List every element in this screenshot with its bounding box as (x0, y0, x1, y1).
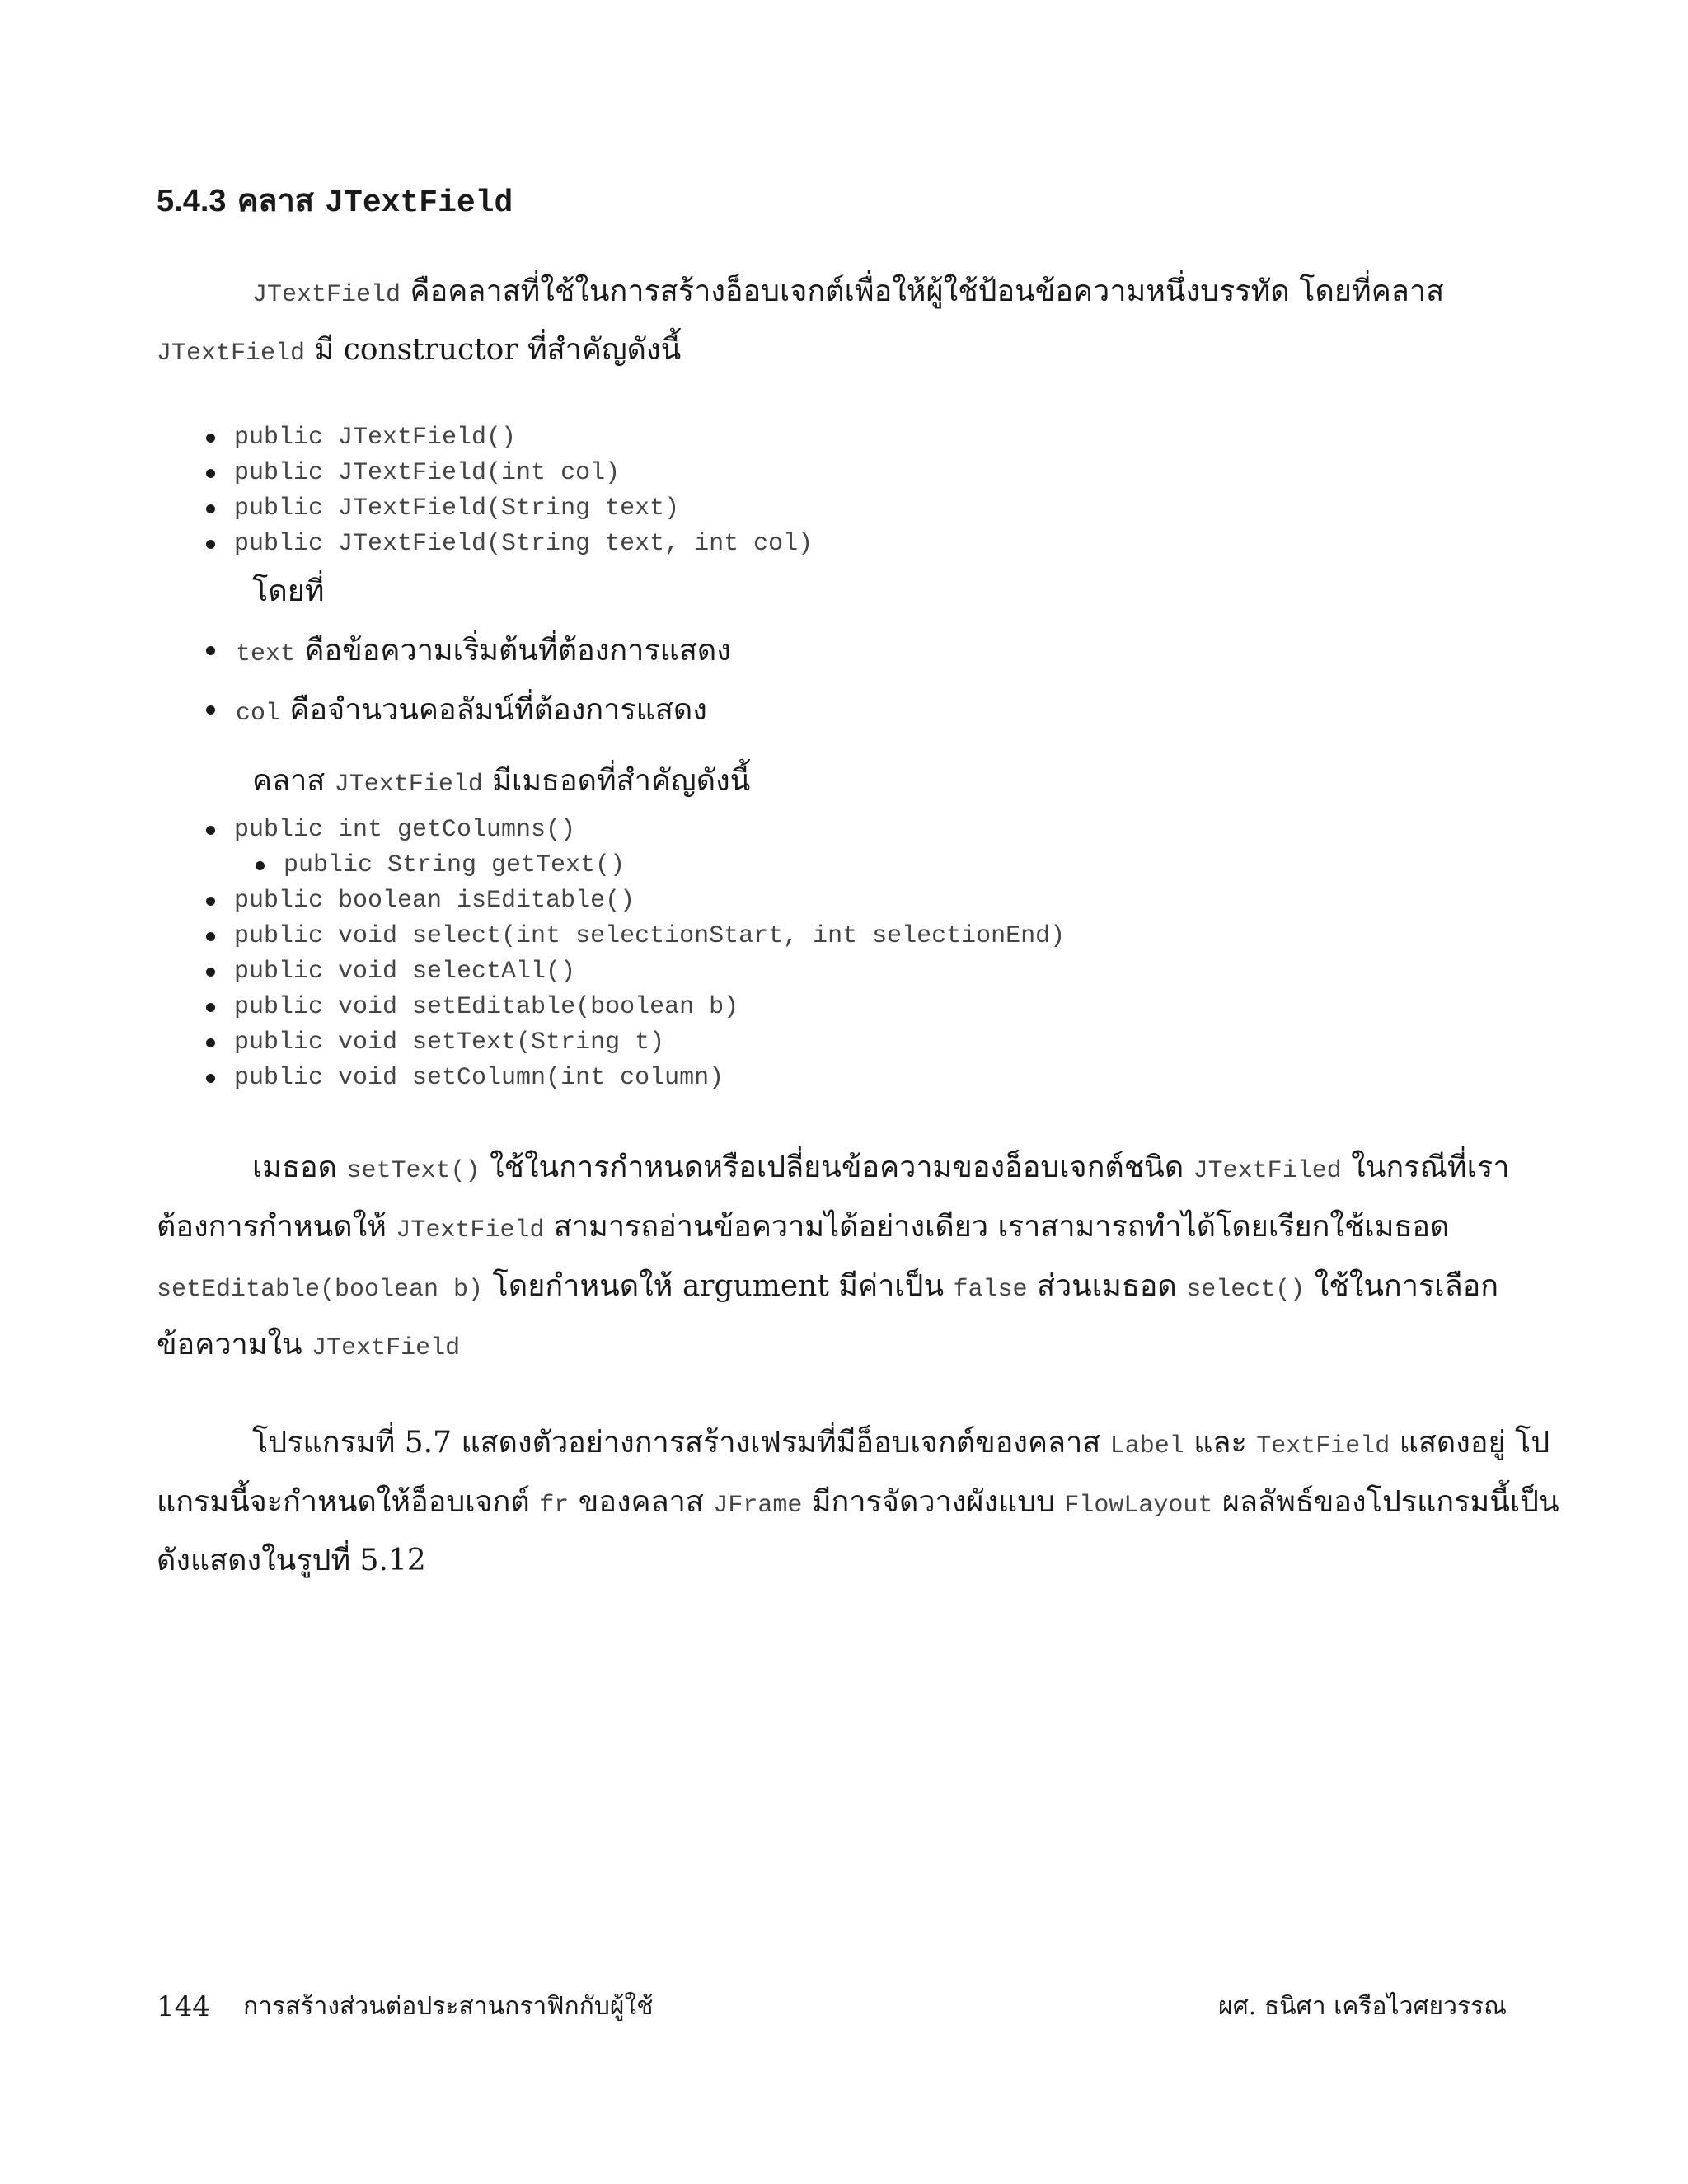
constructor-item: public JTextField(String text, int col) (201, 527, 813, 562)
methods-intro-before: คลาส (252, 764, 326, 798)
inline-code: TextField (1256, 1432, 1390, 1460)
inline-code: false (953, 1276, 1028, 1304)
method-item: public void setText(String t) (201, 1025, 1065, 1061)
section-title-class: JTextField (325, 185, 513, 221)
para1-line-4 (157, 1329, 460, 1365)
method-list (201, 813, 1065, 1096)
param-code: col (236, 700, 281, 728)
para1-line-3 (157, 1270, 1498, 1306)
para-text: ต้องการกำหนดให้ (157, 1210, 387, 1244)
method-item: public void select(int selectionStart, int selectionEnd) (201, 919, 1065, 954)
para-text: ในกรณีที่เรา (1351, 1151, 1510, 1184)
intro-text: คือคลาสที่ใช้ในการสร้างอ็อบเจกต์เพื่อให้ผู้ใช้ป้อนข้อความหนึ่งบรรทัด โดยที่คลาส (410, 274, 1445, 308)
params-lead: โดยที่ (252, 574, 325, 608)
para-text: สามารถอ่านข้อความได้อย่างเดียว เราสามารถทำได้โดยเรียกใช้เมธอด (553, 1210, 1450, 1244)
constructor-list (201, 420, 813, 562)
method-item: public void setEditable(boolean b) (201, 990, 1065, 1025)
book-title: การสร้างส่วนต่อประสานกราฟิกกับผู้ใช้ (243, 1992, 654, 2021)
inline-code: Label (1109, 1432, 1184, 1460)
param-item (201, 621, 731, 681)
para-text: ใช้ในการกำหนดหรือเปลี่ยนข้อความของอ็อบเจกต์ชนิด (489, 1151, 1184, 1184)
inline-code: select() (1186, 1276, 1306, 1304)
method-item: public void setColumn(int column) (201, 1061, 1065, 1096)
inline-code: FlowLayout (1064, 1492, 1213, 1520)
inline-code: setEditable(boolean b) (157, 1276, 484, 1304)
para-text: โดยกำหนดให้ argument มีค่าเป็น (492, 1269, 945, 1303)
method-item: public String getText() (201, 848, 1065, 883)
param-desc: คือข้อความเริ่มต้นที่ต้องการแสดง (304, 634, 731, 668)
para1-line-1 (252, 1151, 1509, 1188)
para2-line-3: ดังแสดงในรูปที่ 5.12 (157, 1544, 426, 1577)
constructor-item: public JTextField(int col) (201, 456, 813, 491)
inline-code: JTextFiled (1193, 1157, 1342, 1185)
para-text: ส่วนเมธอด (1036, 1269, 1177, 1303)
para2-line-1 (252, 1427, 1550, 1463)
methods-intro-after: มีเมธอดที่สำคัญดังนี้ (492, 764, 751, 798)
section-title-thai: คลาส (237, 184, 315, 218)
para-text: แสดงอยู่ โป (1399, 1426, 1550, 1460)
intro-line-2 (157, 334, 681, 370)
para-text: แกรมนี้จะกำหนดให้อ็อบเจกต์ (157, 1485, 530, 1519)
para-text: และ (1193, 1426, 1247, 1460)
param-desc: คือจำนวนคอลัมน์ที่ต้องการแสดง (289, 693, 707, 727)
para1-line-2 (157, 1211, 1449, 1247)
constructor-item: public JTextField(String text) (201, 491, 813, 527)
inline-code: JTextField (334, 771, 483, 799)
method-item: public boolean isEditable() (201, 883, 1065, 919)
methods-intro (252, 765, 750, 801)
inline-code: JTextField (312, 1334, 461, 1362)
para2-line-2 (157, 1486, 1559, 1522)
inline-code: fr (539, 1492, 570, 1520)
inline-code: JTextField (396, 1216, 545, 1244)
para-text: มีการจัดวางผังแบบ (811, 1485, 1055, 1519)
intro-text: มี constructor ที่สำคัญดังนี้ (314, 333, 682, 367)
author-name: ผศ. ธนิศา เครือไวศยวรรณ (1218, 1992, 1507, 2021)
inline-code: JTextField (157, 340, 306, 368)
para-text: ข้อความใน (157, 1328, 302, 1361)
method-item: public void selectAll() (201, 954, 1065, 990)
section-number: 5.4.3 (157, 184, 227, 218)
constructor-item: public JTextField() (201, 420, 813, 456)
param-code: text (236, 640, 296, 668)
para-text: ของคลาส (578, 1485, 704, 1519)
para-text: เมธอด (252, 1151, 338, 1184)
param-item (201, 681, 731, 740)
intro-line-1 (252, 275, 1444, 312)
page-number: 144 (157, 1990, 210, 2023)
param-list (201, 621, 731, 740)
section-heading (157, 175, 513, 225)
para-text: ใช้ในการเลือก (1314, 1269, 1499, 1303)
para-text: โปรแกรมที่ 5.7 แสดงตัวอย่างการสร้างเฟรมที่มีอ็อบเจกต์ของคลาส (252, 1426, 1101, 1460)
para-text: ผลลัพธ์ของโปรแกรมนี้เป็น (1221, 1485, 1559, 1519)
method-item: public int getColumns() (201, 813, 1065, 848)
inline-code: JFrame (713, 1492, 803, 1520)
inline-code: JTextField (252, 281, 401, 309)
inline-code: setText() (346, 1157, 481, 1185)
